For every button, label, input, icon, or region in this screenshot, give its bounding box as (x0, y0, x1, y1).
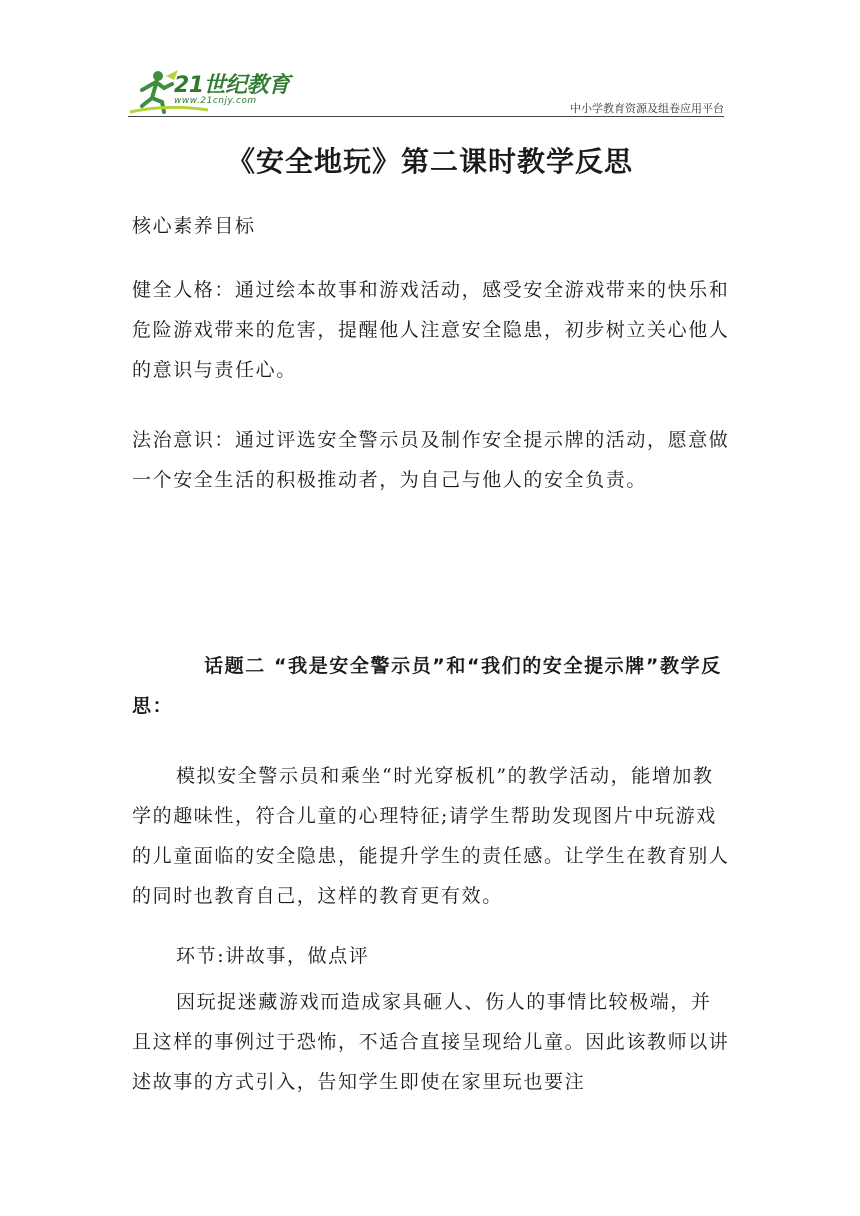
logo-text: 21世纪教育 (174, 73, 290, 98)
paragraph-story-reflection: 因玩捉迷藏游戏而造成家具砸人、伤人的事情比较极端，并且这样的事例过于恐怖，不适合直接呈现给儿童。因此该教师以讲述故事的方式引入，告知学生即使在家里玩也要注 (132, 991, 730, 1093)
paragraph-law-awareness: 法治意识：通过评选安全警示员及制作安全提示牌的活动，愿意做一个安全生活的积极推动者，为自己与他人的安全负责。 (132, 429, 730, 491)
paragraph-activity-reflection: 模拟安全警示员和乘坐“时光穿板机”的教学活动，能增加教学的趣味性，符合儿童的心理特征;请学生帮助发现图片中玩游戏的儿童面临的安全隐患，能提升学生的责任感。让学生在教育别人的同时也教育自己，这样的教育更有效。 (132, 765, 730, 907)
document-title: 《安全地玩》第二课时教学反思 (226, 145, 633, 178)
logo-url: www.21cnjy.com (174, 96, 257, 106)
page-header (128, 62, 724, 118)
header-divider (128, 116, 724, 117)
topic-heading: 话题二 “我是安全警示员”和“我们的安全提示牌”教学反思： (132, 655, 722, 717)
paragraph-personality: 健全人格：通过绘本故事和游戏活动，感受安全游戏带来的快乐和危险游戏带来的危害，提醒他人注意安全隐患，初步树立关心他人的意识与责任心。 (132, 279, 730, 381)
platform-tagline: 中小学教育资源及组卷应用平台 (570, 102, 724, 115)
segment-label: 环节:讲故事，做点评 (176, 945, 370, 967)
section-label: 核心素养目标 (132, 215, 256, 237)
